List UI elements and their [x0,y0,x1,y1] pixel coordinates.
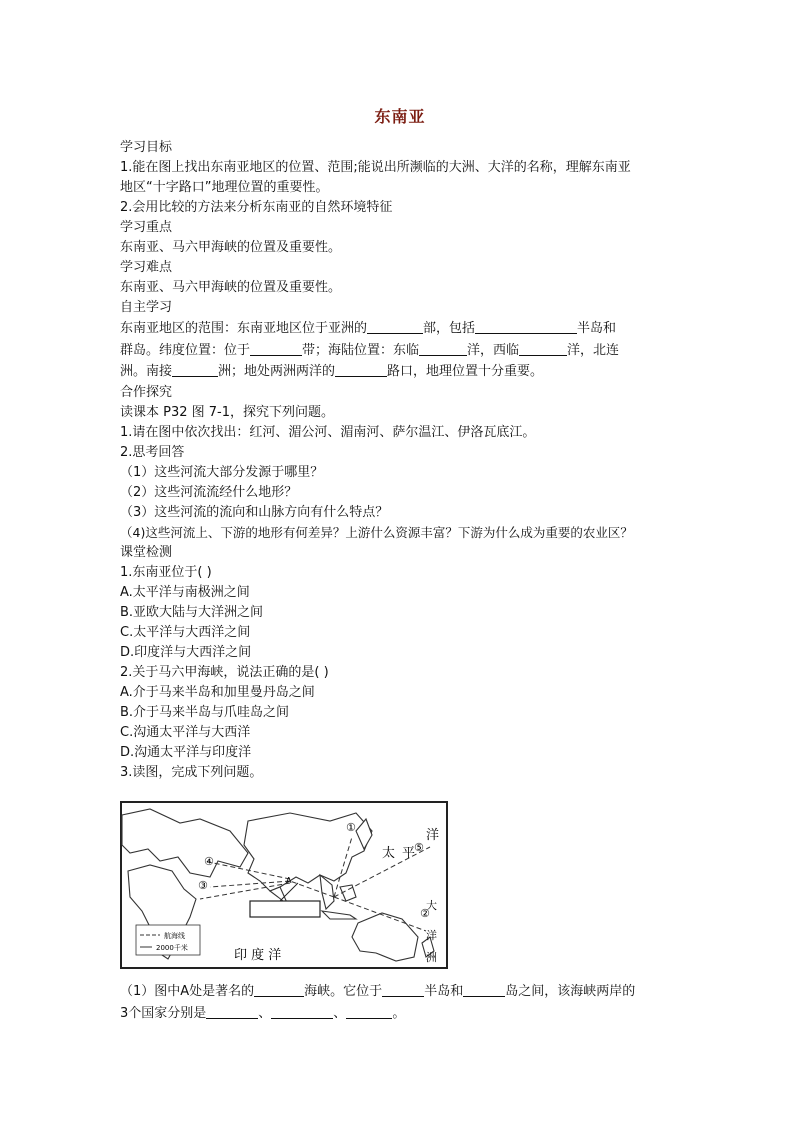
text-segment: 东南亚地区的范围：东南亚地区位于亚洲的 [120,321,368,336]
cooperation-intro: 读课本 P32 图 7-1，探究下列问题。 [120,404,335,420]
answer-blank[interactable] [335,363,387,377]
objective-2: 2.会用比较的方法来分析东南亚的自然环境特征 [120,200,393,215]
text-segment: 洋，北连 [567,342,620,358]
text-segment: 。 [392,1006,406,1021]
answer-box[interactable] [250,901,320,917]
cooperation-q2-3: （3）这些河流的流向和山脉方向有什么特点？ [120,504,389,520]
cooperation-q2-4: （4)这些河流上、下游的地形有何差异？上游什么资源丰富？下游为什么成为重要的农业区？ [120,524,633,540]
text-segment: 半岛和 [424,984,464,999]
test-q1-option-b: B.亚欧大陆与大洋洲之间 [120,604,264,620]
cooperation-q2-1: （1）这些河流大部分发源于哪里？ [120,464,324,480]
map-question-1-line-1 [120,981,680,1003]
text-segment: 路口，地理位置十分重要。 [387,364,544,379]
answer-blank[interactable] [254,983,304,997]
text-segment: 洋，西临 [467,342,520,358]
test-q2-option-b: B.介于马来半岛与爪哇岛之间 [120,704,290,720]
difficulties-text: 东南亚、马六甲海峡的位置及重要性。 [120,280,342,295]
cooperation-q2-2: （2）这些河流流经什么地形？ [120,484,298,500]
text-segment: 洲；地处两洲两洋的 [218,364,336,379]
answer-blank[interactable] [206,1005,258,1019]
self-study-line-1 [120,318,680,340]
answer-blank[interactable] [463,983,505,997]
test-q2-option-c: C.沟通太平洋与大西洋 [120,724,251,740]
marker-5: ⑤ [414,841,424,854]
label-pacific-2: 平 [402,846,416,861]
map-question-1-line-2 [120,1003,680,1025]
test-q3: 3.读图，完成下列问题。 [120,764,263,780]
text-segment: 半岛和 [577,321,617,336]
label-oceania-2: 洋 [426,929,437,942]
legend-scale-label: 2000千米 [156,944,188,952]
marker-3: ③ [198,879,208,892]
text-segment: 带；海陆位置：东临 [302,342,420,358]
page-title: 东南亚 [374,107,426,126]
label-oceania-3: 洲 [426,951,437,964]
difficulties-heading: 学习难点 [120,260,173,275]
objective-1-line-2: 地区“十字路口”地理位置的重要性。 [120,180,329,195]
key-points-heading: 学习重点 [120,220,173,235]
self-study-line-2 [120,340,680,362]
objective-1-line-1: 1.能在图上找出东南亚地区的位置、范围;能说出所濒临的大洲、大洋的名称，理解东南亚 [120,160,631,175]
cooperation-q1: 1.请在图中依次找出：红河、湄公河、湄南河、萨尔温江、伊洛瓦底江。 [120,424,536,440]
marker-1: ① [346,821,356,834]
self-study-line-3 [120,361,680,383]
self-study-heading: 自主学习 [120,300,173,315]
label-pacific-1: 太 [382,846,396,861]
marker-a: A [286,876,292,885]
answer-blank[interactable] [250,342,302,356]
text-segment: 部，包括 [423,321,476,336]
marker-4: ④ [204,855,214,868]
text-segment: 、 [333,1006,347,1021]
text-segment: 群岛。纬度位置：位于 [120,342,251,358]
cooperation-q2: 2.思考回答 [120,444,185,460]
answer-blank[interactable] [367,320,423,334]
test-q1-option-d: D.印度洋与大西洋之间 [120,644,252,660]
text-segment: 、 [258,1006,272,1021]
text-segment: 3个国家分别是 [120,1006,207,1021]
test-q2: 2.关于马六甲海峡，说法正确的是( ) [120,664,329,680]
answer-blank[interactable] [346,1005,392,1019]
text-segment: 岛之间，该海峡两岸的 [505,984,636,999]
legend-route-label: 航海线 [164,932,185,940]
map-question-1 [120,981,680,1025]
cooperation-heading: 合作探究 [120,384,173,400]
label-pacific-3: 洋 [426,828,440,843]
answer-blank[interactable] [382,983,424,997]
answer-blank[interactable] [519,342,567,356]
objectives-heading: 学习目标 [120,140,173,155]
test-q1: 1.东南亚位于( ) [120,564,212,580]
answer-blank[interactable] [475,320,577,334]
marker-2: ② [420,907,430,920]
label-oceania-1: 大 [426,899,437,912]
answer-blank[interactable] [172,363,218,377]
test-heading: 课堂检测 [120,544,173,560]
test-q1-option-c: C.太平洋与大西洋之间 [120,624,251,640]
text-segment: （1）图中A处是著名的 [120,984,255,999]
label-indian-ocean: 印 度 洋 [234,948,282,963]
test-q2-option-a: A.介于马来半岛和加里曼丹岛之间 [120,684,315,700]
test-q1-option-a: A.太平洋与南极洲之间 [120,584,250,600]
southeast-asia-map [120,801,448,969]
text-segment: 海峡。它位于 [304,984,383,999]
worksheet-body [120,138,680,783]
answer-blank[interactable] [271,1005,333,1019]
text-segment: 洲。南接 [120,364,173,379]
answer-blank[interactable] [419,342,467,356]
test-q2-option-d: D.沟通太平洋与印度洋 [120,744,252,760]
key-points-text: 东南亚、马六甲海峡的位置及重要性。 [120,240,342,255]
map-legend [136,925,200,955]
